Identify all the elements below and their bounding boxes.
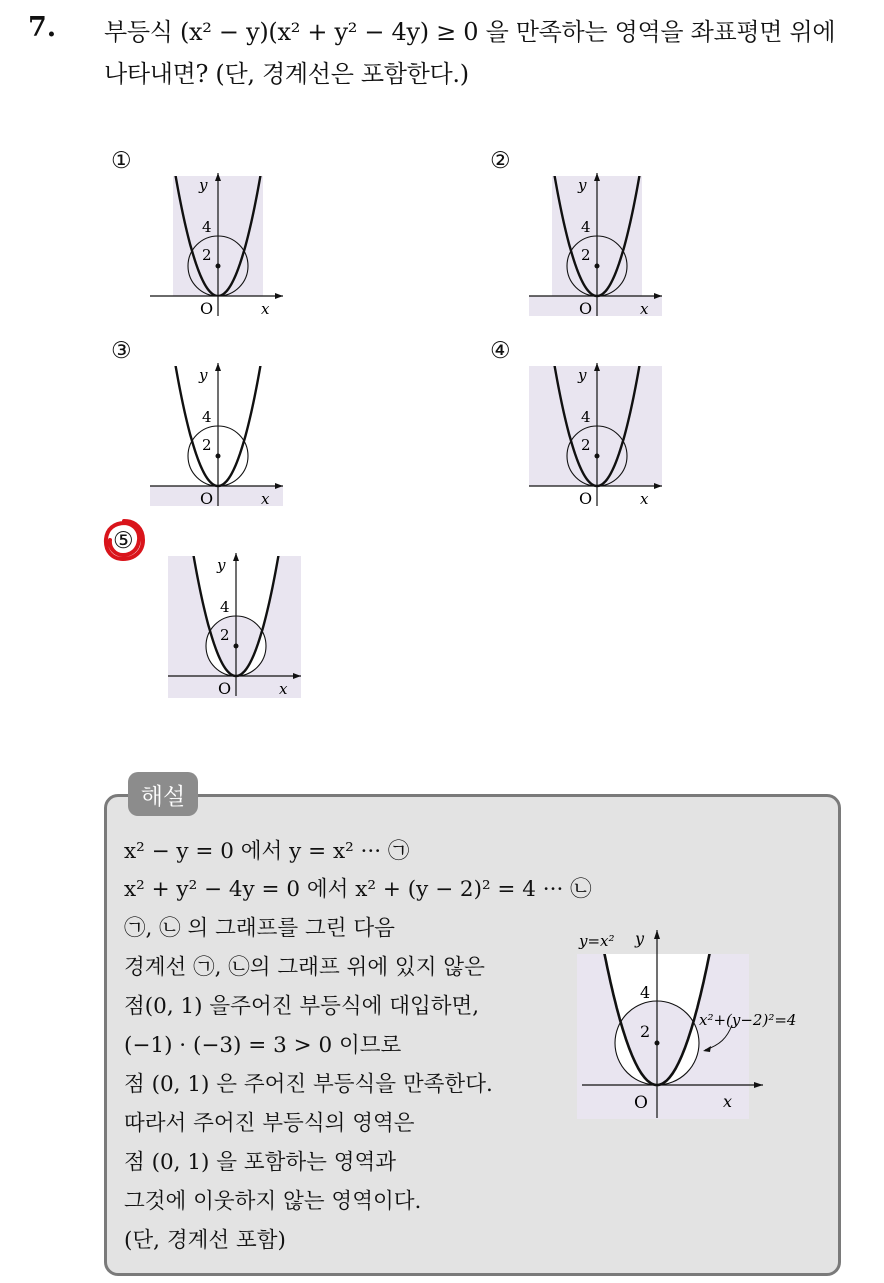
explanation-line-1: x² − y = 0 에서 y = x² ··· ㉠ bbox=[124, 839, 410, 864]
origin-label: O bbox=[218, 679, 232, 698]
explanation-graph bbox=[577, 920, 827, 1129]
explanation-line-11: (단, 경계선 포함) bbox=[124, 1228, 286, 1253]
choice-1-label[interactable]: ① bbox=[111, 148, 132, 174]
choice-5-graph[interactable] bbox=[163, 548, 308, 700]
tick-2: 2 bbox=[581, 436, 591, 454]
origin-label: O bbox=[200, 299, 214, 318]
tick-4: 4 bbox=[640, 983, 651, 1002]
y-axis-label: y bbox=[199, 176, 208, 194]
explanation-line-5: 점(0, 1) 을주어진 부등식에 대입하면, bbox=[124, 994, 480, 1019]
x-axis-label: x bbox=[261, 490, 270, 508]
origin-label: O bbox=[579, 299, 593, 318]
choice-4-graph[interactable] bbox=[524, 358, 669, 510]
x-axis-label: x bbox=[640, 300, 649, 318]
circle-label: x²+(y−2)²=4 bbox=[699, 1011, 797, 1029]
explanation-line-9: 점 (0, 1) 을 포함하는 영역과 bbox=[124, 1150, 397, 1175]
question-number: 7. bbox=[28, 12, 57, 43]
origin-label: O bbox=[634, 1093, 648, 1113]
explanation-line-10: 그것에 이웃하지 않는 영역이다. bbox=[124, 1189, 422, 1214]
explanation-line-4: 경계선 ㉠, ㉡의 그래프 위에 있지 않은 bbox=[124, 955, 485, 980]
choice-5-label[interactable]: ⑤ bbox=[113, 528, 134, 554]
x-axis-label: x bbox=[723, 1092, 733, 1111]
tick-2: 2 bbox=[640, 1022, 651, 1041]
question-text-line-1: 부등식 (x² − y)(x² + y² − 4y) ≥ 0 을 만족하는 영역을 좌표평면 위에 bbox=[104, 18, 836, 46]
y-axis-label: y bbox=[578, 366, 587, 384]
explanation-line-3: ㉠, ㉡ 의 그래프를 그린 다음 bbox=[124, 916, 395, 941]
choice-3-graph[interactable] bbox=[145, 358, 290, 510]
explanation-line-6: (−1) · (−3) = 3 > 0 이므로 bbox=[124, 1033, 402, 1058]
tick-2: 2 bbox=[581, 246, 591, 264]
y-axis-label: y bbox=[199, 366, 208, 384]
tick-4: 4 bbox=[202, 408, 212, 426]
explanation-tag: 해설 bbox=[128, 772, 198, 816]
tick-4: 4 bbox=[581, 218, 591, 236]
x-axis-label: x bbox=[640, 490, 649, 508]
x-axis-label: x bbox=[261, 300, 270, 318]
tick-2: 2 bbox=[202, 436, 212, 454]
choice-2-label[interactable]: ② bbox=[490, 148, 511, 174]
choice-3-label[interactable]: ③ bbox=[111, 338, 132, 364]
question-text-line-2: 나타내면? (단, 경계선은 포함한다.) bbox=[104, 60, 469, 88]
explanation-line-8: 따라서 주어진 부등식의 영역은 bbox=[124, 1111, 415, 1136]
x-axis-label: x bbox=[279, 680, 288, 698]
origin-label: O bbox=[579, 489, 593, 508]
tick-2: 2 bbox=[220, 626, 230, 644]
parabola-label: y=x² bbox=[579, 932, 615, 950]
origin-label: O bbox=[200, 489, 214, 508]
y-axis-label: y bbox=[578, 176, 587, 194]
choice-2-graph[interactable] bbox=[524, 168, 669, 320]
tick-2: 2 bbox=[202, 246, 212, 264]
tick-4: 4 bbox=[220, 598, 230, 616]
explanation-line-2: x² + y² − 4y = 0 에서 x² + (y − 2)² = 4 ··· ㉡ bbox=[124, 877, 592, 902]
y-axis-label: y bbox=[217, 556, 226, 574]
tick-4: 4 bbox=[581, 408, 591, 426]
choice-4-label[interactable]: ④ bbox=[490, 338, 511, 364]
explanation-line-7: 점 (0, 1) 은 주어진 부등식을 만족한다. bbox=[124, 1072, 493, 1097]
selected-answer-marker-icon bbox=[101, 517, 147, 563]
tick-4: 4 bbox=[202, 218, 212, 236]
y-axis-label: y bbox=[635, 929, 645, 948]
choice-1-graph[interactable] bbox=[145, 168, 290, 320]
